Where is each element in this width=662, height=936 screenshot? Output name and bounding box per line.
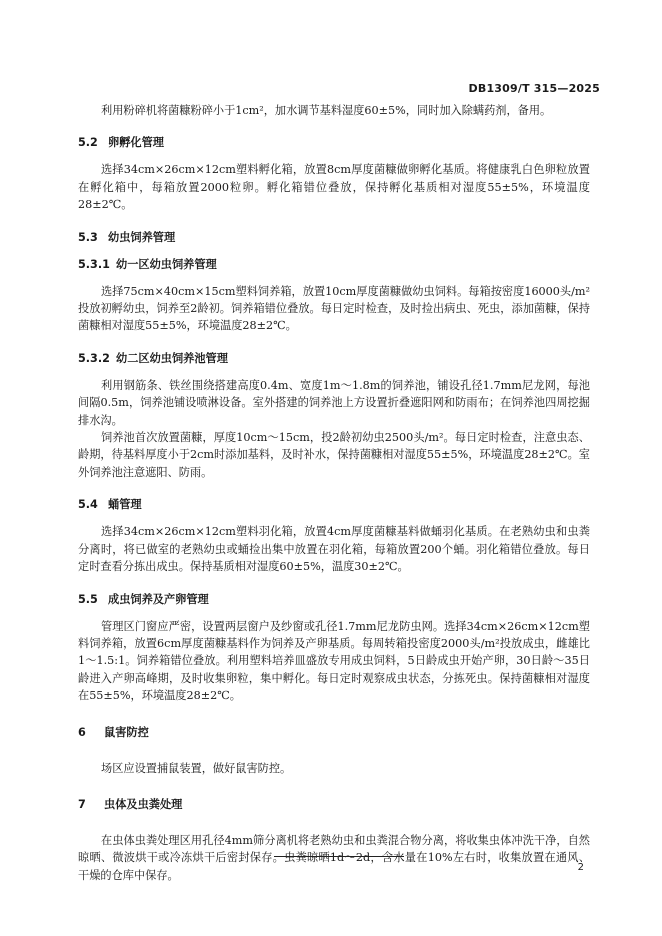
document-body [78,102,590,884]
chapter-number: 7 [78,797,86,811]
section-number: 5.5 [78,592,98,606]
section-heading-5-2 [78,134,590,151]
paragraph-7: 在虫体虫粪处理区用孔径4mm筛分离机将老熟幼虫和虫粪混合物分离，将收集虫体冲洗干净，自然晾晒、微波烘干或冷冻烘干后密封保存。虫粪晾晒1d～2d，含水量在10%左右时，收集放置在通风、干燥的仓库中保存。 [78,833,590,882]
chapter-number: 6 [78,725,86,739]
paragraph-5-2: 选择34cm×26cm×12cm塑料孵化箱，放置8cm厚度菌糠做卵孵化基质。将健康乳白色卵粒放置在孵化箱中，每箱放置2000粒卵。孵化箱错位叠放，保持孵化基质相对湿度55±5%，环境温度28±2℃。 [78,163,590,212]
section-title: 卵孵化管理 [108,136,164,150]
section-number: 5.2 [78,136,98,150]
page-number: 2 [577,862,584,873]
paragraph-5-3-1: 选择75cm×40cm×15cm塑料饲养箱，放置10cm厚度菌糠做幼虫饲料。每箱按密度16000头/m²投放初孵幼虫，饲养至2龄初。饲养箱错位叠放。每日定时检查，及时捡出病虫、死虫，添加菌糠，保持菌糠相对湿度55±5%，环境温度28±2℃。 [78,284,590,333]
chapter-heading-6 [78,724,590,741]
section-title: 幼虫饲养管理 [108,230,176,244]
section-number: 5.3.1 [78,257,110,271]
section-number: 5.3 [78,230,98,244]
document-code: DB1309/T 315—2025 [468,82,600,95]
chapter-heading-7 [78,796,590,813]
section-heading-5-4 [78,496,590,513]
paragraph-6: 场区应设置捕鼠装置，做好鼠害防控。 [101,761,292,775]
section-title: 幼一区幼虫饲养管理 [116,257,217,271]
section-number: 5.3.2 [78,351,110,365]
paragraph-5-4: 选择34cm×26cm×12cm塑料羽化箱，放置4cm厚度菌糠基料做蛹羽化基质。在老熟幼虫和虫粪分离时，将已做室的老熟幼虫或蛹捡出集中放置在羽化箱，每箱放置200个蛹。羽化箱错位叠放。每日定时查看分拣出成虫。保持基质相对湿度60±5%，温度30±2℃。 [78,525,590,574]
section-heading-5-3-1 [78,256,590,273]
section-heading-5-5 [78,591,590,608]
footer-rule [274,856,404,857]
section-heading-5-3 [78,229,590,246]
paragraph-5-3-2-a: 利用钢筋条、铁丝围绕搭建高度0.4m、宽度1m～1.8m的饲养池，铺设孔径1.7mm尼龙网，每池间隔0.5m，饲养池铺设喷淋设备。室外搭建的饲养池上方设置折叠遮阳网和防雨布；在饲养池四周挖掘排水沟。 [78,378,590,427]
chapter-title: 虫体及虫粪处理 [104,797,183,811]
section-number: 5.4 [78,498,98,512]
section-title: 幼二区幼虫饲养池管理 [116,351,228,365]
paragraph-5-5: 管理区门窗应严密，设置两层窗户及纱窗或孔径1.7mm尼龙防虫网。选择34cm×26cm×12cm塑料饲养箱，放置6cm厚度菌糠基料作为饲养及产卵基质。每周转箱投密度2000头/m²投放成虫，雌雄比1～1.5:1。饲养箱错位叠放。利用塑料培养皿盛放专用成虫饲料，5日龄成虫开始产卵，30日龄～35日龄进入产卵高峰期，及时收集卵粒，集中孵化。每日定时观察成虫状态，分拣死虫。保持菌糠相对湿度在55±5%，环境温度28±2℃。 [78,619,590,703]
section-title: 蛹管理 [108,498,142,512]
chapter-title: 鼠害防控 [104,725,149,739]
section-heading-5-3-2 [78,350,590,367]
paragraph-5-3-2-b: 饲养池首次放置菌糠，厚度10cm～15cm，投2龄初幼虫2500头/m²。每日定时检查，注意虫态、龄期，待基料厚度小于2cm时添加基料，及时补水，保持菌糠相对湿度55±5%，环境温度28±2℃。室外饲养池注意遮阳、防雨。 [78,431,590,479]
paragraph-5-1-tail: 利用粉碎机将菌糠粉碎小于1cm²，加水调节基料湿度60±5%，同时加入除螨药剂，备用。 [101,104,552,117]
section-title: 成虫饲养及产卵管理 [108,592,209,606]
